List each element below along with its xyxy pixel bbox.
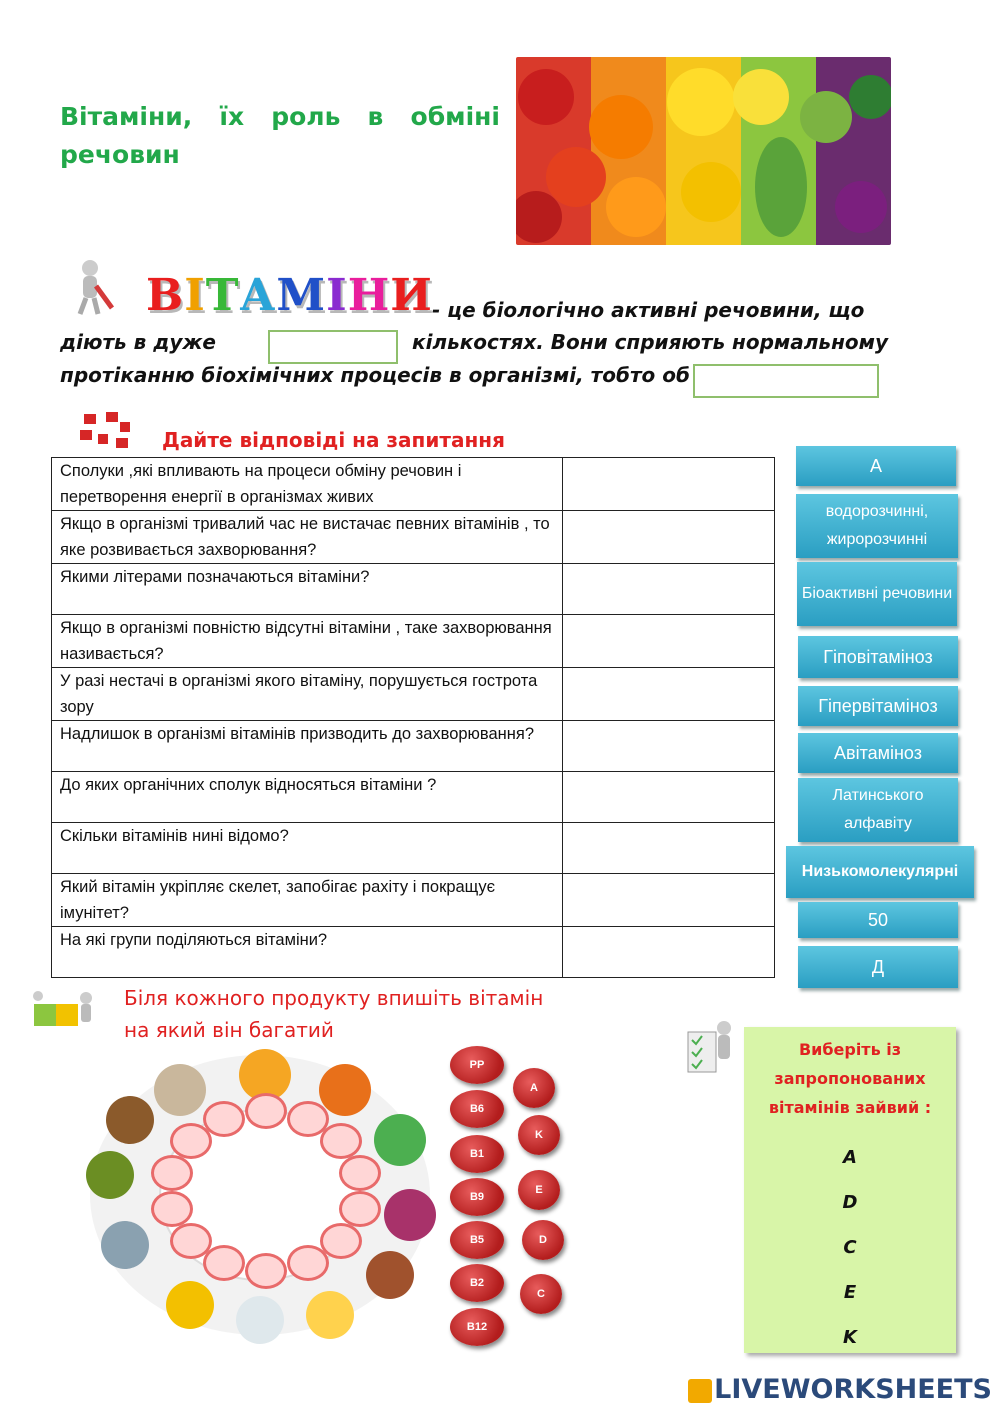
intro-line-3: протіканню біохімічних процесів в організмі, тобто об [60, 363, 690, 387]
vitamin-answer-slot[interactable] [245, 1253, 287, 1289]
answer-drop-cell[interactable] [563, 564, 775, 615]
answer-drop-cell[interactable] [563, 511, 775, 564]
answer-option[interactable]: Низькомолекулярні [786, 846, 974, 898]
answer-drop-cell[interactable] [563, 823, 775, 874]
vitamin-answer-slot[interactable] [170, 1223, 212, 1259]
vitamin-answer-slot[interactable] [320, 1123, 362, 1159]
answer-option[interactable]: Д [798, 946, 958, 988]
answer-drop-cell[interactable] [563, 927, 775, 978]
vitamin-answer-slot[interactable] [339, 1155, 381, 1191]
vitamin-answer-slot[interactable] [245, 1093, 287, 1129]
answer-option[interactable]: Латинського алфавіту [798, 778, 958, 842]
question-text: Який вітамін укріпляє скелет, запобігає рахіту і покращує імунітет? [52, 874, 563, 927]
question-text: На які групи поділяються вітаміни? [52, 927, 563, 978]
liveworksheets-text: LIVEWORKSHEETS [714, 1374, 992, 1405]
question-row [52, 458, 775, 511]
vitamin-bubble[interactable]: E [518, 1170, 560, 1210]
vitamin-bubble[interactable]: PP [450, 1046, 504, 1084]
answer-option[interactable]: Біоактивні речовини [797, 562, 957, 626]
vitamins-wordart: ВІТАМІНИ [146, 270, 433, 321]
vitamin-bubble[interactable]: B9 [450, 1178, 504, 1216]
fruits-vegetables-image [516, 57, 891, 245]
odd-one-out-option[interactable]: E [843, 1282, 857, 1303]
answer-option[interactable]: водорозчинні, жиророзчинні [796, 494, 958, 558]
question-row [52, 668, 775, 721]
vitamin-bubble[interactable]: D [522, 1220, 564, 1260]
questions-table [51, 457, 775, 978]
vitamin-bubble[interactable]: C [520, 1274, 562, 1314]
question-text: У разі нестачі в організмі якого вітаміну, порушується гострота зору [52, 668, 563, 721]
vitamin-bubble[interactable]: K [518, 1115, 560, 1155]
question-row [52, 927, 775, 978]
answer-option[interactable]: 50 [798, 902, 958, 938]
vitamin-bubble[interactable]: B1 [450, 1135, 504, 1173]
odd-one-out-option[interactable]: K [843, 1327, 857, 1348]
vitamin-answer-slot[interactable] [151, 1191, 193, 1227]
answer-option[interactable]: А [796, 446, 956, 486]
question-row [52, 721, 775, 772]
question-row [52, 564, 775, 615]
page-title: Вітаміни, їх роль в обміні речовин [60, 102, 500, 169]
liveworksheets-logo-icon [688, 1379, 712, 1403]
answer-drop-cell[interactable] [563, 668, 775, 721]
answer-option[interactable]: Гіпервітаміноз [798, 686, 958, 726]
section-products-title-line2: на який він багатий [124, 1018, 334, 1042]
answer-drop-cell[interactable] [563, 874, 775, 927]
answer-drop-cell[interactable] [563, 772, 775, 823]
question-text: Якщо в організмі тривалий час не вистачає певних вітамінів , то яке розвивається захворювання? [52, 511, 563, 564]
question-text: До яких органічних сполук відносяться вітаміни ? [52, 772, 563, 823]
question-text: Сполуки ,які впливають на процеси обміну речовин і перетворення енергії в організмах живих [52, 458, 563, 511]
vitamin-bubble[interactable]: B5 [450, 1221, 504, 1259]
blank-input-2[interactable] [693, 364, 879, 398]
odd-one-out-option[interactable]: C [843, 1237, 857, 1258]
question-text: Скільки вітамінів нині відомо? [52, 823, 563, 874]
intro-line-2b: кількостях. Вони сприяють нормальному [412, 330, 889, 354]
intro-line-2a: діють в дуже [60, 330, 216, 354]
question-text: Надлишок в організмі вітамінів призводить до захворювання? [52, 721, 563, 772]
section-questions-title: Дайте відповіді на запитання [162, 428, 505, 452]
answer-drop-cell[interactable] [563, 458, 775, 511]
question-row [52, 511, 775, 564]
question-row [52, 823, 775, 874]
food-wheel-illustration [80, 1045, 440, 1345]
vitamin-bubble[interactable]: A [513, 1068, 555, 1108]
question-text: Якими літерами позначаються вітаміни? [52, 564, 563, 615]
section-products-title-line1: Біля кожного продукту впишіть вітамін [124, 986, 544, 1010]
vitamin-answer-slot[interactable] [339, 1191, 381, 1227]
odd-one-out-option[interactable]: D [842, 1192, 858, 1213]
answer-drop-cell[interactable] [563, 721, 775, 772]
odd-one-out-heading: Виберіть із запропонованих вітамінів зайвий : [768, 1040, 932, 1117]
blank-input-1[interactable] [268, 330, 398, 364]
liveworksheets-logo [688, 1374, 992, 1405]
answer-option[interactable]: Гіповітаміноз [798, 636, 958, 678]
red-puzzle-icon [76, 410, 136, 450]
vitamin-answer-slot[interactable] [203, 1101, 245, 1137]
odd-one-out-option[interactable]: A [843, 1147, 857, 1168]
puzzle-people-icon [28, 990, 103, 1035]
odd-one-out-box [744, 1027, 956, 1353]
question-row [52, 874, 775, 927]
checklist-person-icon [680, 1018, 740, 1080]
answer-drop-cell[interactable] [563, 615, 775, 668]
vitamin-bubble[interactable]: B2 [450, 1264, 504, 1302]
question-row [52, 772, 775, 823]
vitamin-bubble[interactable]: B6 [450, 1090, 504, 1128]
vitamin-answer-slot[interactable] [287, 1245, 329, 1281]
person-pencil-icon [68, 258, 118, 316]
intro-line-1: - це біологічно активні речовини, що [432, 298, 865, 322]
question-text: Якщо в організмі повністю відсутні вітаміни , таке захворювання називається? [52, 615, 563, 668]
question-row [52, 615, 775, 668]
answer-option[interactable]: Авітаміноз [798, 733, 958, 773]
vitamin-bubble[interactable]: B12 [450, 1308, 504, 1346]
